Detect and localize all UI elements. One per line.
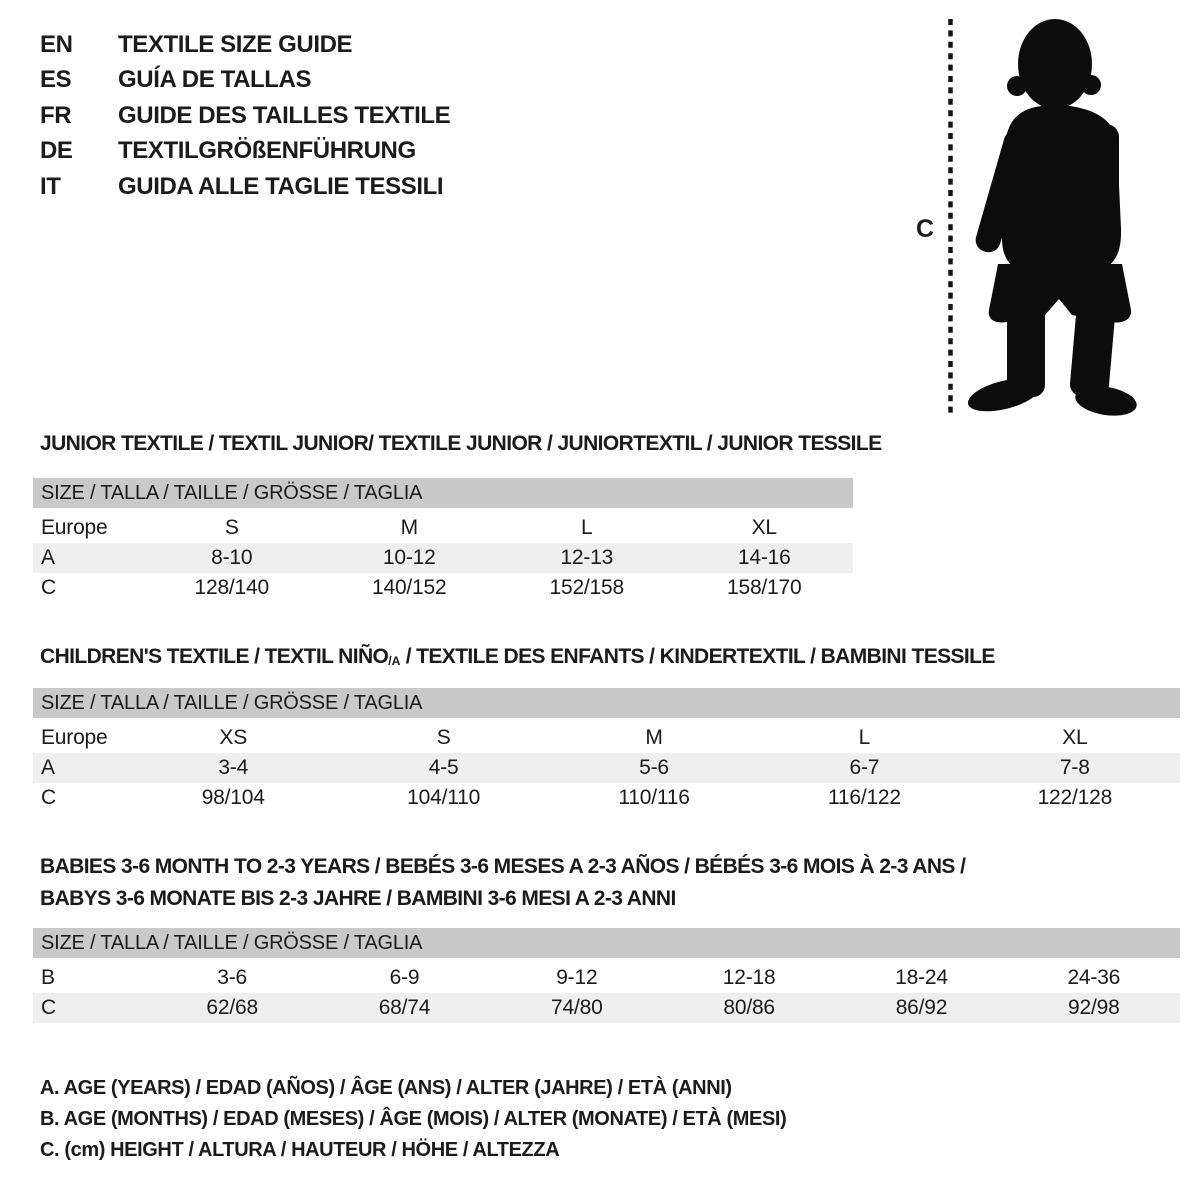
- cell-value: 122/128: [1037, 786, 1113, 809]
- column-header: M: [645, 726, 663, 749]
- junior-size-table: [33, 478, 853, 603]
- legend-line-a: A. AGE (YEARS) / EDAD (AÑOS) / ÂGE (ANS) / ALTER (JAHRE) / ETÀ (ANNI): [40, 1077, 732, 1099]
- children-title-text: CHILDREN'S TEXTILE / TEXTIL NIÑO: [40, 645, 389, 668]
- region-label: Europe: [41, 726, 108, 749]
- cell-value: 6-9: [389, 966, 420, 989]
- cell-value: 80/86: [723, 996, 775, 1019]
- cell-value: 6-7: [849, 756, 880, 779]
- cell-value: 74/80: [551, 996, 603, 1019]
- cell-value: 116/122: [827, 786, 901, 809]
- guide-title: GUIDA ALLE TAGLIE TESSILI: [118, 172, 444, 200]
- language-code: ES: [40, 66, 72, 94]
- legend-line-b: B. AGE (MONTHS) / EDAD (MESES) / ÂGE (MOIS) / ALTER (MONATE) / ETÀ (MESI): [40, 1108, 787, 1130]
- cell-value: 62/68: [206, 996, 258, 1019]
- language-row: [40, 63, 450, 99]
- cell-value: 140/152: [371, 576, 447, 599]
- legend-line-c: C. (cm) HEIGHT / ALTURA / HAUTEUR / HÖHE / ALTEZZA: [40, 1139, 560, 1161]
- language-row: [40, 27, 450, 63]
- babies-size-table: [33, 928, 1180, 1023]
- column-header: XS: [219, 726, 248, 749]
- cell-value: 24-36: [1067, 966, 1121, 989]
- cell-value: 128/140: [194, 576, 269, 599]
- cell-value: 14-16: [737, 546, 791, 569]
- guide-title: TEXTILE SIZE GUIDE: [118, 30, 353, 58]
- language-code: IT: [40, 172, 61, 200]
- size-header-bar: SIZE / TALLA / TAILLE / GRÖSSE / TAGLIA: [33, 928, 1180, 958]
- babies-title-line2: BABYS 3-6 MONATE BIS 2-3 JAHRE / BAMBINI 3-6 MESI A 2-3 ANNI: [40, 887, 676, 910]
- row-label: B: [41, 966, 55, 989]
- cell-value: 98/104: [201, 786, 265, 809]
- cell-value: 10-12: [382, 546, 436, 569]
- column-header: L: [581, 516, 593, 539]
- row-label: A: [41, 756, 55, 779]
- language-code: DE: [40, 137, 73, 165]
- baby-silhouette-icon: [960, 16, 1140, 420]
- size-header-bar: SIZE / TALLA / TAILLE / GRÖSSE / TAGLIA: [33, 478, 853, 508]
- children-section-title: [40, 645, 995, 669]
- cell-value: 104/110: [407, 786, 481, 809]
- column-header-row: [33, 513, 853, 543]
- cell-value: 3-4: [218, 756, 249, 779]
- cell-value: 4-5: [428, 756, 459, 779]
- table-row-age: [33, 543, 853, 573]
- row-label: A: [41, 546, 55, 569]
- language-code: FR: [40, 101, 72, 129]
- row-label: C: [41, 786, 56, 809]
- column-header-row: [33, 723, 1180, 753]
- row-label: C: [41, 576, 56, 599]
- column-header: S: [436, 726, 451, 749]
- cell-value: 12-18: [722, 966, 776, 989]
- cell-value: 5-6: [639, 756, 669, 779]
- guide-title: TEXTILGRÖßENFÜHRUNG: [118, 137, 416, 165]
- size-header-bar: SIZE / TALLA / TAILLE / GRÖSSE / TAGLIA: [33, 688, 1180, 718]
- cell-value: 18-24: [895, 966, 948, 989]
- cell-value: 3-6: [217, 966, 248, 989]
- language-code: EN: [40, 30, 73, 58]
- cell-value: 7-8: [1059, 756, 1090, 779]
- language-row: [40, 134, 450, 170]
- cell-value: 152/158: [549, 576, 624, 599]
- column-header: S: [224, 516, 239, 539]
- height-measure-dashed-line: [946, 18, 955, 417]
- table-row-height: [33, 993, 1180, 1023]
- row-label: C: [41, 996, 56, 1019]
- column-header: XL: [1062, 726, 1088, 749]
- cell-value: 8-10: [211, 546, 253, 569]
- cell-value: 110/116: [618, 786, 690, 809]
- table-row-height: [33, 783, 1180, 813]
- cell-value: 68/74: [378, 996, 431, 1019]
- language-row: [40, 169, 450, 205]
- children-title-subscript: /A: [388, 654, 401, 669]
- table-row-months: [33, 963, 1180, 993]
- region-label: Europe: [41, 516, 108, 539]
- junior-section-title: JUNIOR TEXTILE / TEXTIL JUNIOR/ TEXTILE JUNIOR / JUNIORTEXTIL / JUNIOR TESSILE: [40, 432, 882, 455]
- children-title-text: / TEXTILE DES ENFANTS / KINDERTEXTIL / BAMBINI TESSILE: [400, 645, 995, 668]
- cell-value: 9-12: [556, 966, 598, 989]
- language-title-list: [40, 27, 450, 205]
- babies-section-title: [40, 851, 965, 915]
- column-header: XL: [751, 516, 777, 539]
- children-size-table: [33, 688, 1180, 813]
- cell-value: 12-13: [560, 546, 614, 569]
- column-header: M: [400, 516, 418, 539]
- language-row: [40, 98, 450, 134]
- cell-value: 158/170: [726, 576, 802, 599]
- legend: [40, 1073, 786, 1166]
- guide-title: GUIDE DES TAILLES TEXTILE: [118, 101, 451, 129]
- table-row-age: [33, 753, 1180, 783]
- table-row-height: [33, 573, 853, 603]
- babies-title-line1: BABIES 3-6 MONTH TO 2-3 YEARS / BEBÉS 3-6 MESES A 2-3 AÑOS / BÉBÉS 3-6 MOIS À 2-3 ANS /: [40, 855, 966, 878]
- cell-value: 92/98: [1068, 996, 1120, 1019]
- cell-value: 86/92: [895, 996, 948, 1019]
- guide-title: GUÍA DE TALLAS: [118, 66, 312, 94]
- column-header: L: [858, 726, 871, 749]
- height-measure-label: C: [916, 215, 935, 243]
